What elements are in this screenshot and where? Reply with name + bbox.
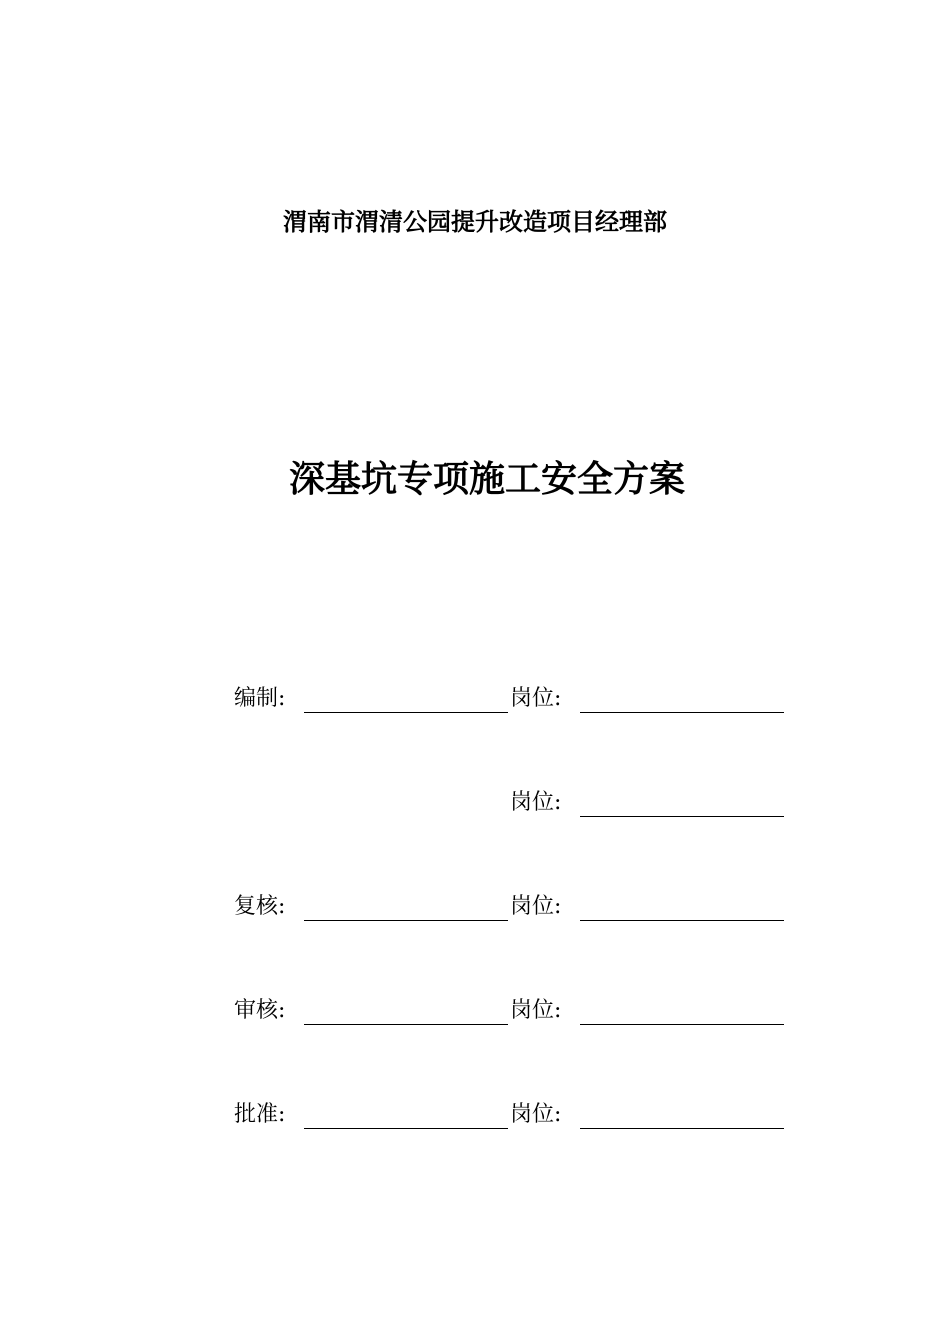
approve-signature-line[interactable] (304, 1128, 508, 1129)
position-label: 岗位: (510, 1102, 562, 1127)
compile-label: 编制: (234, 686, 286, 711)
signature-row-compile (0, 684, 950, 724)
position-signature-line[interactable] (580, 920, 784, 921)
signature-row-approve (0, 1100, 950, 1140)
position-label: 岗位: (510, 894, 562, 919)
position-signature-line[interactable] (580, 712, 784, 713)
position-signature-line[interactable] (580, 1128, 784, 1129)
signature-row-position (0, 788, 950, 828)
review-signature-line[interactable] (304, 1024, 508, 1025)
position-signature-line[interactable] (580, 816, 784, 817)
compile-signature-line[interactable] (304, 712, 508, 713)
position-label: 岗位: (510, 790, 562, 815)
approve-label: 批准: (234, 1102, 286, 1127)
organization-name: 渭南市渭清公园提升改造项目经理部 (283, 207, 667, 236)
position-label: 岗位: (510, 998, 562, 1023)
recheck-label: 复核: (234, 894, 286, 919)
signature-row-recheck (0, 892, 950, 932)
position-signature-line[interactable] (580, 1024, 784, 1025)
review-label: 审核: (234, 998, 286, 1023)
recheck-signature-line[interactable] (304, 920, 508, 921)
document-title: 深基坑专项施工安全方案 (288, 459, 685, 500)
position-label: 岗位: (510, 686, 562, 711)
signature-row-review (0, 996, 950, 1036)
